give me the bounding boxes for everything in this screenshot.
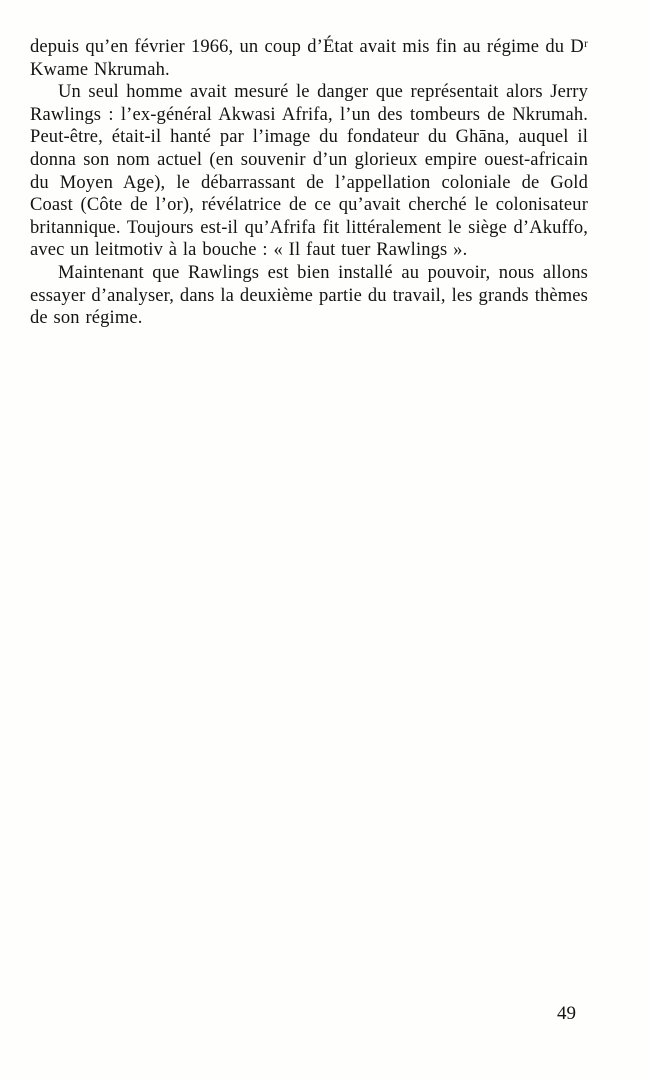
page-text-block <box>30 36 588 330</box>
paragraph-3: Maintenant que Rawlings est bien installé au pouvoir, nous allons essayer d’analyser, dans la deuxième partie du travail, les grands thèmes de son régime. <box>30 262 588 329</box>
paragraph-2: Un seul homme avait mesuré le danger que représentait alors Jerry Rawlings : l’ex-général Akwasi Afrifa, l’un des tombeurs de Nkrumah. Peut-être, était-il hanté par l’image du fondateur du Ghāna, auquel il donna son nom actuel (en souvenir d’un glorieux empire ouest-africain du Moyen Age), le débarrassant de l’appellation coloniale de Gold Coast (Côte de l’or), révélatrice de ce qu’avait cherché le colonisateur britannique. Toujours est-il qu’Afrifa fit littéralement le siège d’Akuffo, avec un leitmotiv à la bouche : « Il faut tuer Rawlings ». <box>30 82 588 261</box>
page-number: 49 <box>557 1003 576 1024</box>
paragraph-1: depuis qu’en février 1966, un coup d’État avait mis fin au régime du Dʳ Kwame Nkrumah. <box>30 37 588 80</box>
